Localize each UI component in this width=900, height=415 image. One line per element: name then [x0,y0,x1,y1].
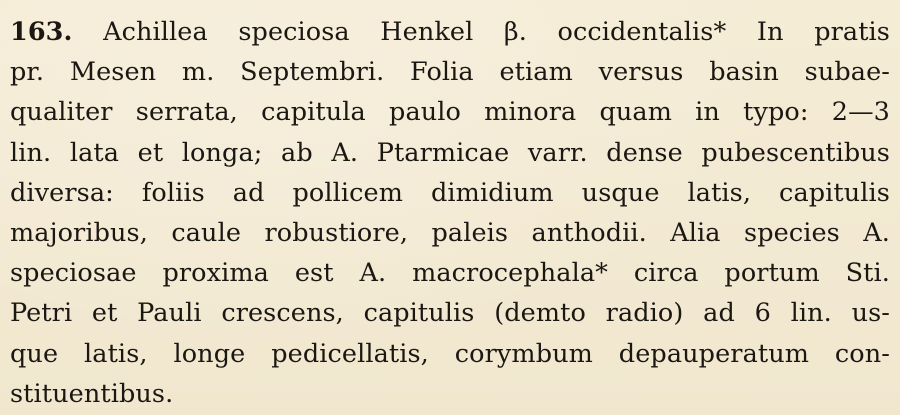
entry-line-6: majoribus, caule robustiore, paleis anthodii. Alia species A. [10,217,890,248]
entry-line-1-text: Achillea speciosa Henkel β. occidentalis* In pratis [72,17,890,47]
entry-line-2: pr. Mesen m. Septembri. Folia etiam versus basin subae- [10,57,890,88]
entry-line-5: diversa: foliis ad pollicem dimidium usque latis, capitulis [10,177,890,208]
entry-line-10: stituentibus. [10,378,174,409]
entry-line-9: que latis, longe pedicellatis, corymbum depauperatum con- [10,338,890,369]
entry-line-3: qualiter serrata, capitula paulo minora quam in typo: 2—3 [10,97,890,128]
entry-line-1 [10,12,890,52]
entry-number: 163. [10,17,73,47]
botanical-entry [10,12,890,414]
entry-line-4: lin. lata et longa; ab A. Ptarmicae varr. dense pubescentibus [10,137,890,168]
entry-line-7: speciosae proxima est A. macrocephala* circa portum Sti. [10,258,890,289]
entry-line-8: Petri et Pauli crescens, capitulis (demto radio) ad 6 lin. us- [10,298,890,329]
